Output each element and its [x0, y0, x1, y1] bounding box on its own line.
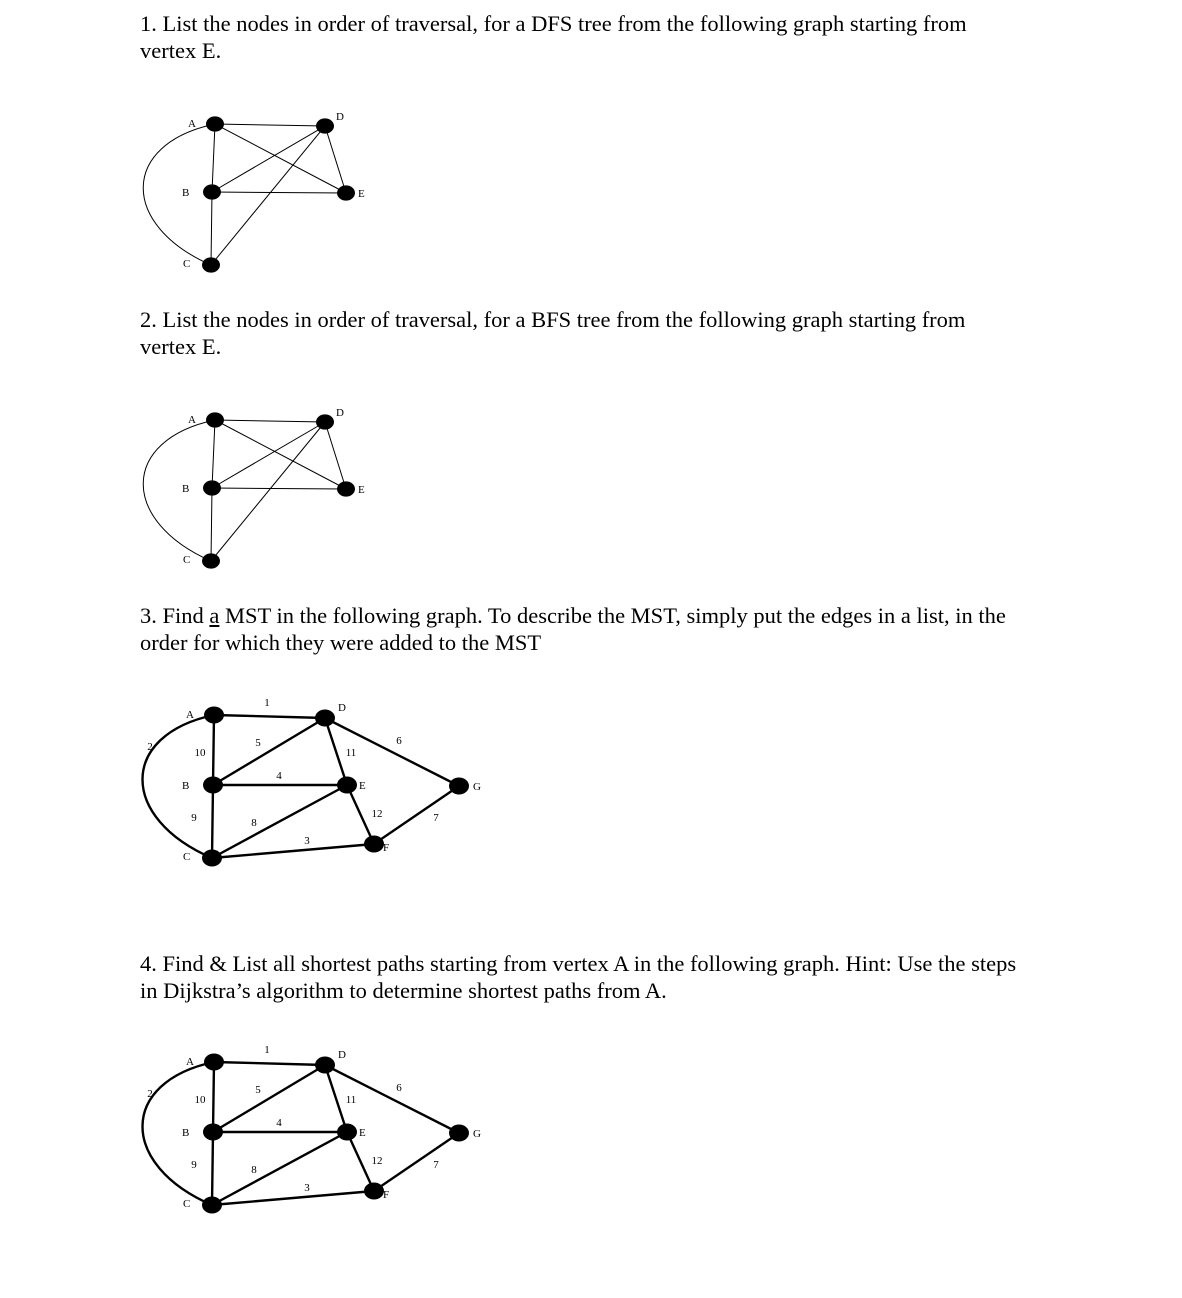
node-label-A: A	[186, 1056, 194, 1068]
graph-q2	[0, 396, 420, 576]
edge-B-E	[212, 488, 346, 489]
weight-C-F: 3	[304, 835, 310, 847]
edge-F-G	[371, 1133, 459, 1191]
edge-A-B	[212, 420, 215, 488]
weight-D-G: 6	[396, 735, 402, 747]
node-label-D: D	[338, 1049, 346, 1061]
graph-q1	[0, 100, 420, 280]
weight-E-F: 12	[371, 808, 383, 820]
question-4-text: Find & List all shortest paths starting from vertex A in the following graph. Hint: Use the steps in Dijkstra’s algorithm to determine shortest paths from A.	[140, 951, 1017, 1003]
question-4	[140, 950, 1020, 1004]
node-label-A: A	[188, 414, 196, 426]
edge-D-E	[325, 422, 346, 489]
edge-B-D	[212, 422, 325, 488]
question-3-number: 3.	[140, 603, 157, 628]
node-label-G: G	[473, 1128, 481, 1140]
node-label-B: B	[182, 187, 190, 199]
node-B	[203, 480, 221, 495]
edge-A-D	[215, 420, 325, 422]
node-label-C: C	[183, 1198, 191, 1210]
edge-F-G	[371, 786, 459, 844]
node-F	[364, 1183, 384, 1200]
node-label-D: D	[338, 702, 346, 714]
node-D	[316, 118, 334, 133]
node-label-D: D	[336, 407, 344, 419]
edge-A-D	[215, 124, 325, 126]
node-label-B: B	[182, 483, 190, 495]
node-label-B: B	[182, 780, 190, 792]
node-A	[206, 116, 224, 131]
edge-E-F	[347, 1132, 374, 1191]
node-label-C: C	[183, 554, 191, 566]
question-1-text: List the nodes in order of traversal, for a DFS tree from the following graph starting from vertex E.	[140, 11, 967, 63]
node-A	[204, 707, 224, 724]
graph-q3	[0, 690, 520, 880]
edge-B-C	[211, 192, 212, 265]
weight-B-D: 5	[255, 1084, 261, 1096]
edge-D-E	[325, 126, 346, 193]
edge-A-E	[215, 124, 346, 193]
weight-B-C: 9	[191, 812, 197, 824]
question-4-number: 4.	[140, 951, 157, 976]
node-label-F: F	[383, 842, 390, 854]
node-label-E: E	[359, 1127, 366, 1139]
weight-B-E: 4	[276, 1117, 282, 1129]
edge-B-C	[212, 785, 213, 858]
node-label-A: A	[186, 709, 194, 721]
graph-q4	[0, 1037, 520, 1227]
question-3-text-before: Find	[162, 603, 204, 628]
node-C	[202, 257, 220, 272]
node-A	[206, 412, 224, 427]
node-D	[316, 414, 334, 429]
weight-B-C: 9	[191, 1159, 197, 1171]
node-D	[315, 710, 335, 727]
node-B	[203, 184, 221, 199]
node-C	[202, 1197, 222, 1214]
edge-B-D	[213, 1065, 325, 1132]
weight-A-C: 2	[147, 1088, 153, 1100]
edge-A-E	[215, 420, 346, 489]
node-D	[315, 1057, 335, 1074]
edge-A-D	[214, 715, 325, 718]
weight-B-E: 4	[276, 770, 282, 782]
weight-C-E: 8	[251, 1164, 257, 1176]
question-3	[140, 602, 1020, 656]
question-2-text: List the nodes in order of traversal, for a BFS tree from the following graph starting from vertex E.	[140, 307, 966, 359]
node-E	[337, 777, 357, 794]
weight-A-B: 10	[194, 1094, 206, 1106]
edge-A-B	[213, 715, 214, 785]
node-C	[202, 553, 220, 568]
node-label-C: C	[183, 258, 191, 270]
node-label-E: E	[358, 484, 365, 496]
weight-A-D: 1	[264, 1044, 270, 1056]
question-1-number: 1.	[140, 11, 157, 36]
edge-C-D	[211, 126, 325, 265]
edge-B-D	[212, 126, 325, 192]
edge-A-B	[212, 124, 215, 192]
node-label-F: F	[383, 1189, 390, 1201]
question-2	[140, 306, 1020, 360]
edge-A-D	[214, 1062, 325, 1065]
node-label-B: B	[182, 1127, 190, 1139]
edge-B-E	[212, 192, 346, 193]
edge-A-B	[213, 1062, 214, 1132]
node-C	[202, 850, 222, 867]
node-E	[337, 1124, 357, 1141]
weight-A-C: 2	[147, 741, 153, 753]
question-2-number: 2.	[140, 307, 157, 332]
node-label-E: E	[359, 780, 366, 792]
edge-B-D	[213, 718, 325, 785]
node-label-D: D	[336, 111, 344, 123]
question-3-text-after: MST in the following graph. To describe the MST, simply put the edges in a list, in the order for which they were added to the MST	[140, 603, 1006, 655]
node-B	[203, 777, 223, 794]
weight-A-D: 1	[264, 697, 270, 709]
node-label-C: C	[183, 851, 191, 863]
weight-D-E: 11	[345, 747, 357, 759]
weight-D-G: 6	[396, 1082, 402, 1094]
node-label-E: E	[358, 188, 365, 200]
node-B	[203, 1124, 223, 1141]
question-3-underlined-word: a	[209, 603, 220, 628]
weight-B-D: 5	[255, 737, 261, 749]
weight-D-E: 11	[345, 1094, 357, 1106]
node-F	[364, 836, 384, 853]
weight-F-G: 7	[433, 812, 439, 824]
weight-C-E: 8	[251, 817, 257, 829]
node-A	[204, 1054, 224, 1071]
node-E	[337, 481, 355, 496]
edge-C-D	[211, 422, 325, 561]
edge-B-C	[211, 488, 212, 561]
edge-B-C	[212, 1132, 213, 1205]
weight-F-G: 7	[433, 1159, 439, 1171]
edge-E-F	[347, 785, 374, 844]
weight-C-F: 3	[304, 1182, 310, 1194]
node-G	[449, 1125, 469, 1142]
question-1	[140, 10, 1020, 64]
node-label-G: G	[473, 781, 481, 793]
node-G	[449, 778, 469, 795]
node-E	[337, 185, 355, 200]
weight-E-F: 12	[371, 1155, 383, 1167]
node-label-A: A	[188, 118, 196, 130]
weight-A-B: 10	[194, 747, 206, 759]
